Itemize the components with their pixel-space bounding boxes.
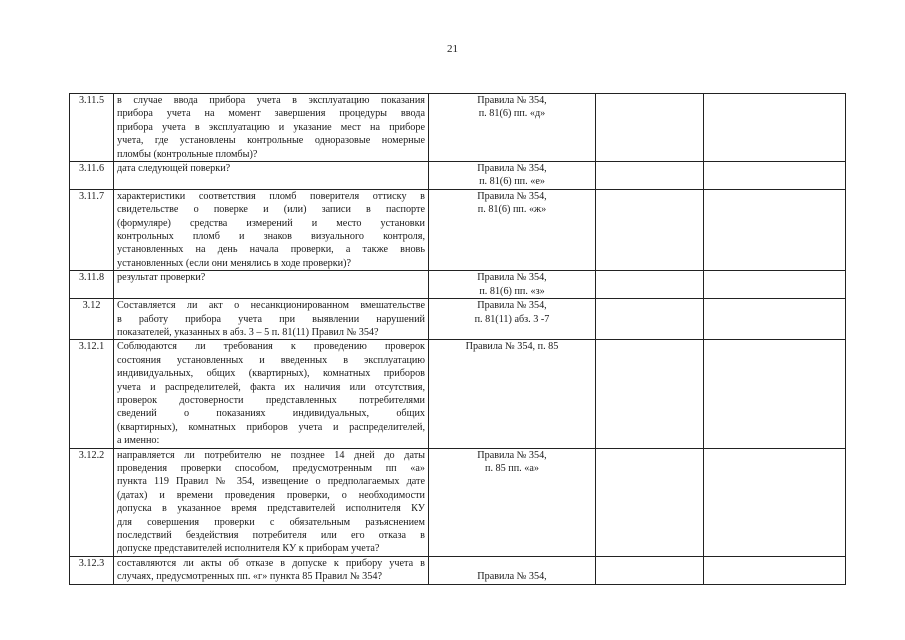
item-number: 3.11.8 bbox=[70, 271, 114, 299]
reference-line: п. 81(6) пп. «е» bbox=[479, 176, 545, 188]
notes-cell bbox=[704, 299, 846, 340]
legal-reference bbox=[429, 340, 596, 448]
question-line: свидетельстве о поверке и (или) записи в паспорте bbox=[117, 204, 425, 216]
question-line: индивидуальных, общих (квартирных), комнатных приборов bbox=[117, 368, 425, 380]
notes-cell bbox=[704, 556, 846, 584]
question-line: в случае ввода прибора учета в эксплуатацию показания bbox=[117, 95, 425, 106]
question-line: пункта 119 Правил № 354, извещение о предполагаемых дате bbox=[117, 476, 425, 488]
question-line: (датах) и времени проведения проверки, о необходимости bbox=[117, 489, 425, 501]
question-line: в работу прибора учета при выявлении нарушений bbox=[117, 313, 425, 325]
reference-line: п. 81(6) пп. «з» bbox=[479, 285, 545, 297]
question-line: составляются ли акты об отказе в допуске к прибору учета в bbox=[117, 557, 425, 569]
reference-line: п. 81(6) пп. «д» bbox=[478, 108, 546, 120]
reference-line: Правила № 354, bbox=[477, 95, 547, 106]
question-line: пломбы (контрольные пломбы)? bbox=[117, 148, 258, 160]
table-body bbox=[70, 94, 846, 585]
question-line: учета и распределителей, факта их наличия или отсутствия, bbox=[117, 381, 425, 393]
question-text bbox=[114, 340, 429, 448]
reference-line: Правила № 354, bbox=[477, 571, 547, 583]
legal-reference bbox=[429, 556, 596, 584]
table-row bbox=[70, 340, 846, 448]
question-line: Составляется ли акт о несанкционированном вмешательстве bbox=[117, 300, 425, 312]
question-line: (квартирных), комнатных приборов учета и распределителей, bbox=[117, 421, 425, 433]
answer-cell bbox=[596, 189, 704, 270]
question-line: Соблюдаются ли требования к проведению проверок bbox=[117, 341, 425, 353]
table-row bbox=[70, 448, 846, 556]
reference-line: Правила № 354, п. 85 bbox=[465, 341, 559, 353]
legal-reference bbox=[429, 189, 596, 270]
question-line: показателей, указанных в абз. 3 – 5 п. 81(11) Правил № 354? bbox=[117, 326, 379, 338]
question-line: установленных (если они менялись в ходе проверки)? bbox=[117, 257, 352, 269]
question-line: состояния установленных и введенных в эксплуатацию bbox=[117, 354, 425, 366]
answer-cell bbox=[596, 556, 704, 584]
question-line: прибора учета на момент завершения процедуры ввода bbox=[117, 108, 425, 120]
item-number: 3.11.5 bbox=[70, 94, 114, 162]
notes-cell bbox=[704, 189, 846, 270]
question-line: учета, где установлены контрольные одноразовые номерные bbox=[117, 135, 425, 147]
table-row bbox=[70, 556, 846, 584]
table-row bbox=[70, 189, 846, 270]
question-line: (формуляре) средства измерений и место установки bbox=[117, 217, 425, 229]
notes-cell bbox=[704, 340, 846, 448]
question-text bbox=[114, 448, 429, 556]
question-line: направляется ли потребителю не позднее 14 дней до даты bbox=[117, 449, 425, 461]
table-row bbox=[70, 162, 846, 190]
table-row bbox=[70, 271, 846, 299]
table-row bbox=[70, 94, 846, 162]
legal-reference bbox=[429, 162, 596, 190]
question-text bbox=[114, 189, 429, 270]
reference-line: п. 81(11) абз. 3 -7 bbox=[474, 313, 550, 325]
question-line: установленных на день начала проверки, а также вновь bbox=[117, 244, 425, 256]
question-line: проверок достоверности представленных потребителями bbox=[117, 394, 425, 406]
answer-cell bbox=[596, 271, 704, 299]
checklist-table bbox=[69, 93, 846, 585]
question-line: прибора учета в эксплуатацию и указание мест на приборе bbox=[117, 121, 425, 133]
item-number: 3.12.3 bbox=[70, 556, 114, 584]
reference-line: п. 81(6) пп. «ж» bbox=[477, 204, 547, 216]
question-line: характеристики соответствия пломб поверителя оттиску в bbox=[117, 190, 425, 202]
answer-cell bbox=[596, 94, 704, 162]
notes-cell bbox=[704, 94, 846, 162]
question-line: дата следующей поверки? bbox=[117, 163, 231, 175]
question-line: допуске представителей исполнителя КУ к приборам учета? bbox=[117, 543, 380, 555]
question-text bbox=[114, 299, 429, 340]
question-line: проведения проверки способом, предусмотренным пп «а» bbox=[117, 462, 425, 474]
reference-line: Правила № 354, bbox=[477, 190, 547, 202]
legal-reference bbox=[429, 448, 596, 556]
table-row bbox=[70, 299, 846, 340]
item-number: 3.12 bbox=[70, 299, 114, 340]
question-text bbox=[114, 271, 429, 299]
item-number: 3.11.7 bbox=[70, 189, 114, 270]
answer-cell bbox=[596, 340, 704, 448]
notes-cell bbox=[704, 271, 846, 299]
reference-line: Правила № 354, bbox=[477, 300, 547, 312]
question-line: а именно: bbox=[117, 435, 160, 447]
question-line: контрольных пломб и знаков визуального контроля, bbox=[117, 231, 425, 243]
item-number: 3.12.1 bbox=[70, 340, 114, 448]
answer-cell bbox=[596, 299, 704, 340]
item-number: 3.11.6 bbox=[70, 162, 114, 190]
legal-reference bbox=[429, 94, 596, 162]
legal-reference bbox=[429, 299, 596, 340]
answer-cell bbox=[596, 162, 704, 190]
page-number: 21 bbox=[447, 43, 458, 55]
reference-line: Правила № 354, bbox=[477, 272, 547, 284]
answer-cell bbox=[596, 448, 704, 556]
notes-cell bbox=[704, 162, 846, 190]
legal-reference bbox=[429, 271, 596, 299]
question-text bbox=[114, 94, 429, 162]
reference-line: Правила № 354, bbox=[477, 449, 547, 461]
item-number: 3.12.2 bbox=[70, 448, 114, 556]
question-line: для совершения проверки с обязательным разъяснением bbox=[117, 516, 425, 528]
question-text bbox=[114, 162, 429, 190]
question-line: результат проверки? bbox=[117, 272, 206, 284]
question-line: допуска в указанное время представителей исполнителя КУ bbox=[117, 503, 425, 515]
question-text bbox=[114, 556, 429, 584]
question-line: случаях, предусмотренных пп. «г» пункта 85 Правил № 354? bbox=[117, 571, 382, 583]
question-line: сведений о показаниях индивидуальных, общих bbox=[117, 408, 425, 420]
notes-cell bbox=[704, 448, 846, 556]
reference-line: п. 85 пп. «а» bbox=[485, 462, 539, 474]
question-line: последствий бездействия потребителя или его отказа в bbox=[117, 530, 425, 541]
reference-line: Правила № 354, bbox=[477, 163, 547, 175]
